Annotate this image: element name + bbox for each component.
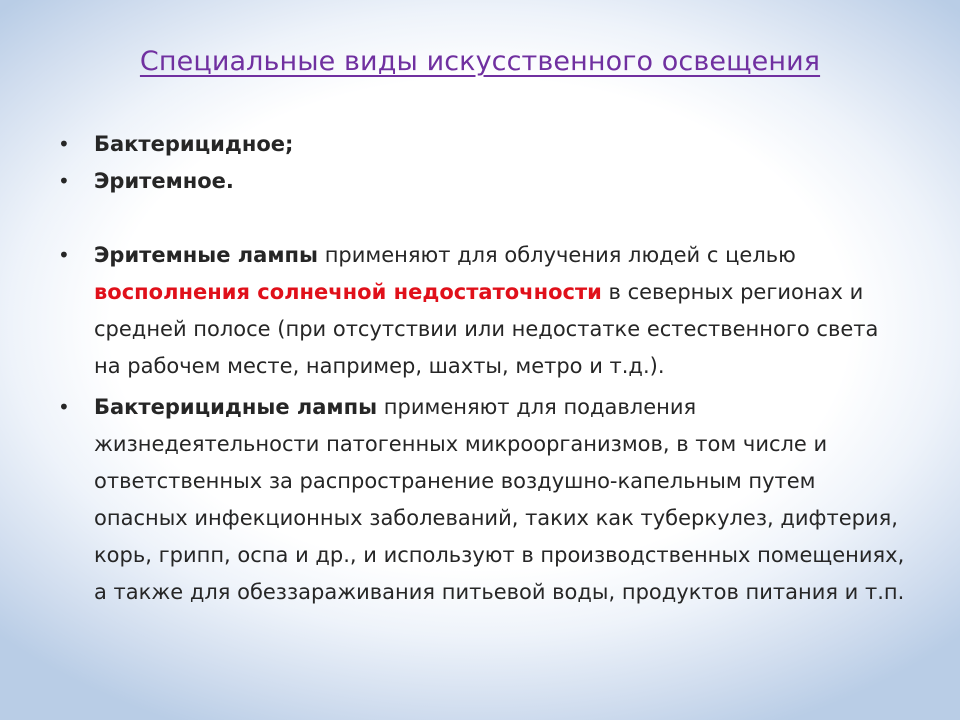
bullet-icon: • <box>58 395 70 419</box>
item-text: применяют для подавления жизнедеятельности патогенных микроорганизмов, в том числе и ответственных за распространение воздушно-капельным путем опасных инфекционных заболеваний, таких как туберкулез, дифтерия, корь, грипп, оспа и др., и используют в производственных помещениях, а также для обеззараживания питьевой воды, продуктов питания и т.п. <box>94 395 905 604</box>
bullet-icon: • <box>58 243 70 267</box>
list-item <box>58 237 908 385</box>
item-highlight-text: восполнения солнечной недостаточности <box>94 280 602 304</box>
bullet-icon: • <box>58 169 70 193</box>
item-bold-text: Эритемные лампы <box>94 243 319 267</box>
list-item <box>58 389 908 611</box>
item-bold-text: Бактерицидное; <box>94 132 294 156</box>
item-text: в северных регионах и средней полосе (при отсутствии или недостатке естественного света на рабочем месте, например, шахты, метро и т.д.). <box>94 280 879 378</box>
list-item <box>58 163 908 200</box>
bullet-list <box>58 126 908 611</box>
item-bold-text: Эритемное. <box>94 169 234 193</box>
list-item <box>58 126 908 163</box>
bullet-icon: • <box>58 132 70 156</box>
item-bold-text: Бактерицидные лампы <box>94 395 378 419</box>
slide-title: Специальные виды искусственного освещения <box>139 46 821 77</box>
item-text: применяют для облучения людей с целью <box>318 243 796 267</box>
